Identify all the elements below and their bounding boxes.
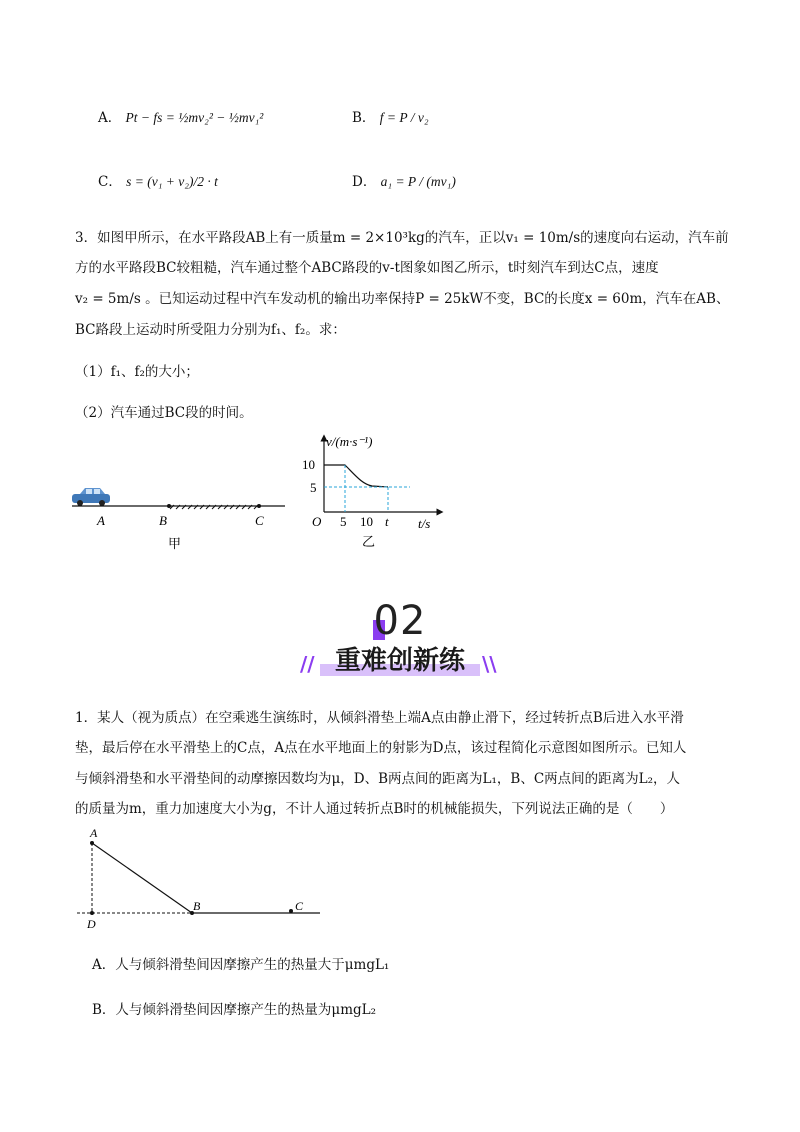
x-tick-5: 5 — [340, 514, 347, 529]
banner-slash-left: // — [300, 652, 315, 676]
q3-line2: 方的水平路段BC较粗糙，汽车通过整个ABC路段的v-t图象如图乙所示，t时刻汽车到达C点，速度 — [75, 260, 659, 276]
q1-line4: 的质量为m，重力加速度大小为g，不计人通过转折点B时的机械能损失，下列说法正确的是（ ） — [75, 801, 674, 817]
x-axis-label: t/s — [418, 516, 431, 531]
q3-sub1: （1）f₁、f₂的大小； — [75, 364, 199, 380]
figure-yi-caption: 乙 — [362, 535, 376, 550]
q1-option-a[interactable]: A．人与倾斜滑垫间因摩擦产生的热量大于μmgL₁ — [92, 957, 390, 973]
origin-label: O — [312, 514, 322, 529]
option-c[interactable] — [98, 170, 218, 190]
vt-curve — [324, 465, 388, 487]
q1-figure — [75, 825, 335, 935]
q1-line2: 垫，最后停在水平滑垫上的C点，A点在水平地面上的射影为D点，该过程简化示意图如图所示。已知人 — [75, 740, 687, 756]
q1-option-b[interactable]: B．人与倾斜滑垫间因摩擦产生的热量为μmgL₂ — [92, 1002, 377, 1018]
q1-point-c: C — [295, 899, 304, 913]
q3-sub2: （2）汽车通过BC段的时间。 — [75, 405, 253, 421]
q3-line1: 3．如图甲所示，在水平路段AB上有一质量m = 2×10³kg的汽车，正以v₁ = 10m/s的速度向右运动，汽车前 — [75, 230, 729, 246]
point-b-label: B — [159, 513, 167, 528]
x-tick-10: 10 — [360, 514, 373, 529]
option-b-formula: f = P / v₂ — [379, 110, 429, 125]
option-c-formula: s = (v₁ + v₂)/2 · t — [126, 174, 218, 189]
q1-line3: 与倾斜滑垫和水平滑垫间的动摩擦因数均为μ，D、B两点间的距离为L₁，B、C两点间的距离为L₂，人 — [75, 771, 681, 787]
option-d-label: D． — [352, 174, 377, 190]
q1-point-a: A — [90, 826, 98, 840]
point-a-label: A — [97, 513, 105, 528]
x-tick-t: t — [385, 514, 389, 529]
q3-line4: BC路段上运动时所受阻力分别为f₁、f₂。求： — [75, 322, 346, 338]
car-icon — [72, 488, 110, 506]
q1-line1: 1．某人（视为质点）在空乘逃生演练时，从倾斜滑垫上端A点由静止滑下，经过转折点B后进入水平滑 — [75, 710, 684, 726]
figure-jia — [70, 485, 290, 555]
banner-number: 02 — [373, 598, 427, 644]
y-axis-label: v/(m·s⁻¹) — [326, 434, 373, 449]
option-a-label: A． — [98, 110, 122, 126]
figure-jia-caption: 甲 — [168, 537, 182, 552]
banner-title: 重难创新练 — [334, 646, 465, 676]
banner-slash-right: \\ — [482, 652, 497, 676]
figure-yi — [300, 430, 460, 555]
option-c-label: C． — [98, 174, 122, 190]
option-b-label: B． — [352, 110, 376, 126]
y-tick-10: 10 — [302, 457, 315, 472]
q1-point-d: D — [87, 917, 96, 931]
option-b[interactable] — [352, 106, 429, 126]
y-tick-5: 5 — [310, 480, 317, 495]
q1-point-b: B — [193, 899, 201, 913]
option-a-formula: Pt − fs = ½mv₂² − ½mv₁² — [125, 110, 264, 125]
option-a[interactable] — [98, 106, 263, 126]
option-d-formula: a₁ = P / (mv₁) — [380, 174, 456, 189]
option-d[interactable] — [352, 170, 456, 190]
point-c-label: C — [255, 513, 264, 528]
q3-line3: v₂ = 5m/s 。已知运动过程中汽车发动机的输出功率保持P = 25kW不变，BC的长度x = 60m，汽车在AB、 — [75, 291, 730, 307]
